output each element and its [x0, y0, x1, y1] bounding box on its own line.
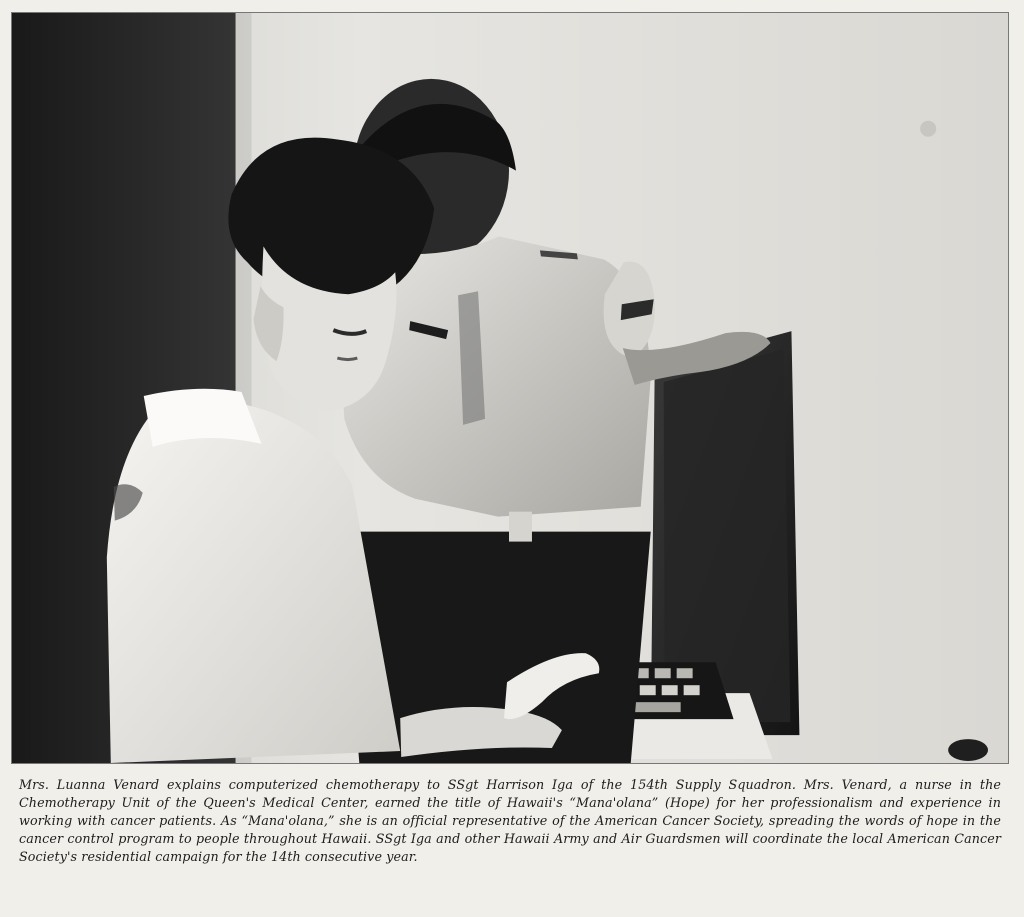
- photo-frame: [11, 12, 1009, 764]
- wall-spot: [920, 121, 936, 137]
- floor-object: [948, 739, 988, 761]
- newsletter-photo: [12, 13, 1008, 763]
- photo-caption: Mrs. Luanna Venard explains computerized chemotherapy to SSgt Harrison Iga of the 154th Supply Squadron. Mrs. Venard, a nurse in the Chemotherapy Unit of the Queen's Medical Center, earned the title of Hawaii's “Mana'olana” (Hope) for her professionalism and experience in working with cancer patients. As “Mana'olana,” she is an official representative of the American Cancer Society, spreading the words of hope in the cancer control program to people throughout Hawaii. SSgt Iga and other Hawaii Army and Air Guardsmen will coordinate the local American Cancer Society's residential campaign for the 14th consecutive year.: [19, 777, 1001, 865]
